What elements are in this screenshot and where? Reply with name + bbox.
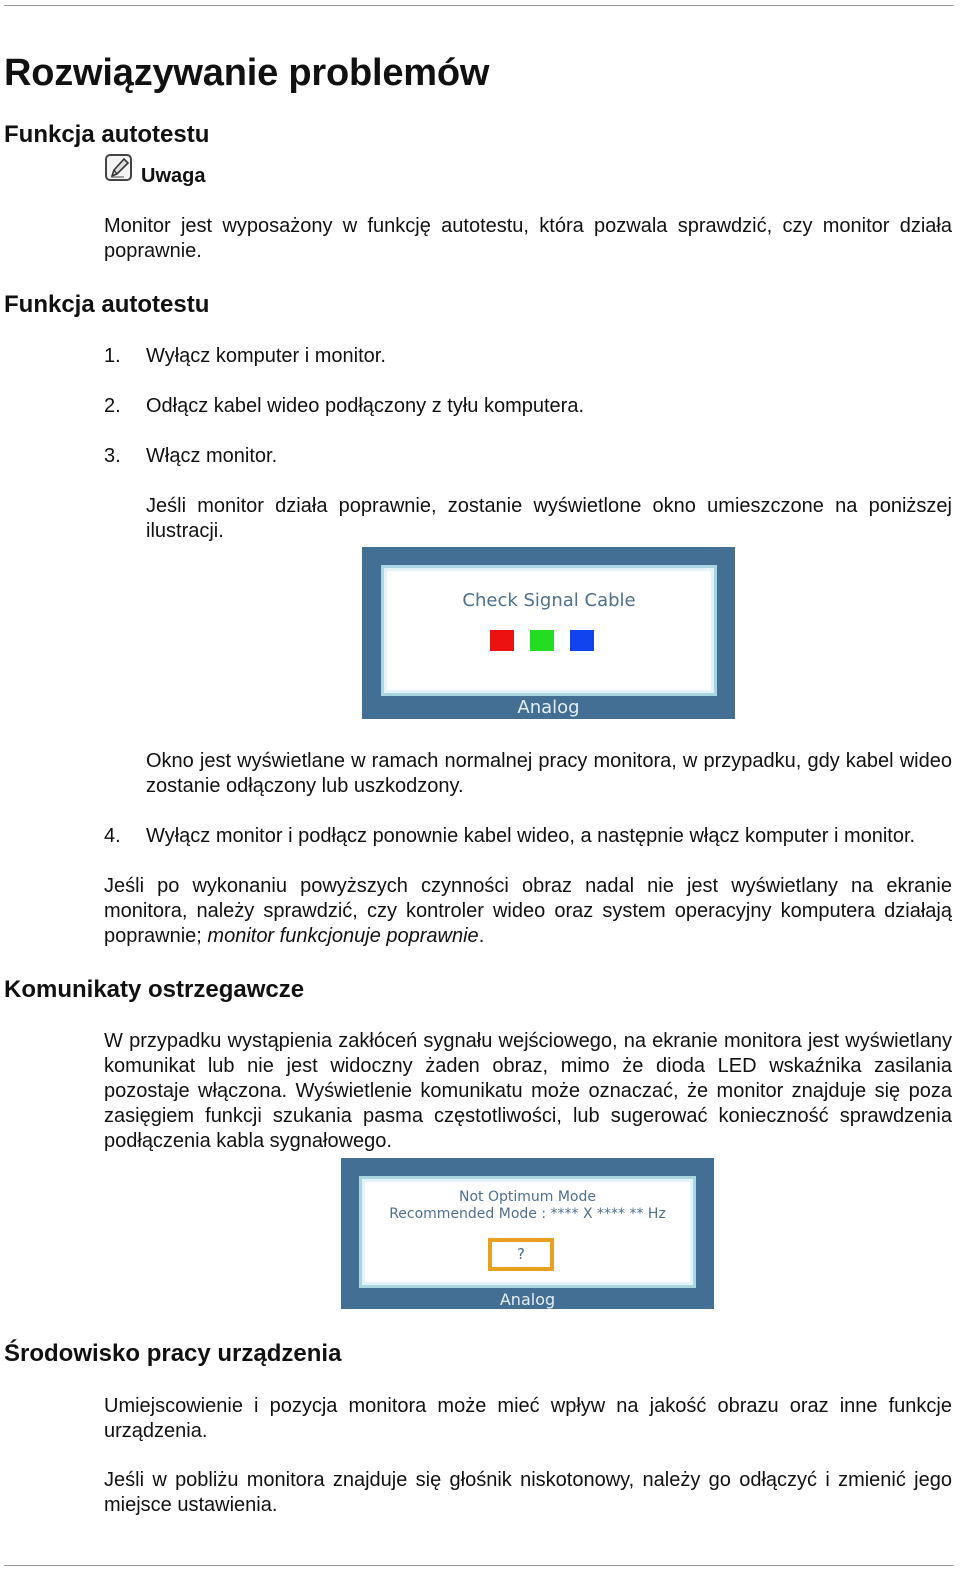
after-image-text: Okno jest wyświetlane w ramach normalnej pracy monitora, w przypadku, gdy kabel wideo zostanie odłączony lub uszkodzony.: [146, 750, 952, 797]
top-rule: [4, 5, 954, 6]
environment-paragraph-2: Jeśli w pobliżu monitora znajduje się głośnik niskotonowy, należy go odłączyć i zmienić jego miejsce ustawienia.: [104, 1469, 952, 1516]
list-item-number: 3.: [104, 445, 121, 467]
note-label: Uwaga: [141, 165, 206, 187]
signal-screen-window: [381, 565, 717, 696]
warnings-text: W przypadku wystąpienia zakłóceń sygnału wejściowego, na ekranie monitora jest wyświetlany komunikat lub nie jest widoczny żaden obraz, mimo że dioda LED wskaźnika zasilania pozostaje włączona. Wyświetlenie komunikatu może oznaczać, że monitor znajduje się poza zasięgiem funkcji szukania pasma częstotliwości, lub sugerować konieczność sprawdzenia podłączenia kabla sygnałowego.: [104, 1030, 952, 1152]
signal-message: Check Signal Cable: [462, 590, 636, 611]
bottom-rule: [4, 1565, 954, 1566]
question-mark: ?: [517, 1245, 525, 1263]
warning-screen-footer: Analog: [499, 1290, 556, 1309]
step3-detail: Jeśli monitor działa poprawnie, zostanie wyświetlone okno umieszczone na poniższej ilustracji.: [146, 495, 952, 542]
list-item-text: Wyłącz monitor i podłącz ponownie kabel wideo, a następnie włącz komputer i monitor.: [146, 825, 916, 847]
conclusion-plain: Jeśli po wykonaniu powyższych czynności obraz nadal nie jest wyświetlany na ekranie monitora, należy sprawdzić, czy kontroler wideo oraz system operacyjny komputera działają poprawnie;: [104, 875, 952, 947]
list-item-number: 4.: [104, 825, 121, 847]
section-heading-environment: Środowisko pracy urządzenia: [4, 1340, 342, 1367]
green-square: [530, 630, 554, 651]
page-title: Rozwiązywanie problemów: [4, 52, 490, 94]
list-item-number: 2.: [104, 395, 121, 417]
warning-line-2: Recommended Mode : **** X **** ** Hz: [389, 1206, 666, 1222]
section-heading-self-test-intro: Funkcja autotestu: [4, 121, 210, 148]
list-item-text: Wyłącz komputer i monitor.: [146, 345, 386, 367]
environment-paragraph-1: Umiejscowienie i pozycja monitora może mieć wpływ na jakość obrazu oraz inne funkcje urządzenia.: [104, 1395, 952, 1442]
check-signal-cable-screen: [362, 547, 735, 719]
list-item-number: 1.: [104, 345, 121, 367]
warning-screen-window: [359, 1176, 696, 1288]
red-square: [490, 630, 514, 651]
section-heading-warnings: Komunikaty ostrzegawcze: [4, 976, 305, 1003]
conclusion-text: [104, 874, 952, 949]
signal-screen-footer: Analog: [517, 697, 580, 718]
section-heading-self-test: Funkcja autotestu: [4, 291, 210, 318]
list-item-text: Włącz monitor.: [146, 445, 278, 467]
conclusion-italic: monitor funkcjonuje poprawnie: [207, 925, 479, 947]
note-text: Monitor jest wyposażony w funkcję autotestu, która pozwala sprawdzić, czy monitor działa poprawnie.: [104, 215, 952, 262]
question-box: [488, 1238, 554, 1271]
warning-line-1: Not Optimum Mode: [458, 1189, 596, 1205]
blue-square: [570, 630, 594, 651]
list-item-text: Odłącz kabel wideo podłączony z tyłu komputera.: [146, 395, 585, 417]
note-pencil-icon: [104, 153, 134, 183]
conclusion-end: .: [478, 925, 485, 947]
not-optimum-mode-screen: [341, 1158, 714, 1309]
